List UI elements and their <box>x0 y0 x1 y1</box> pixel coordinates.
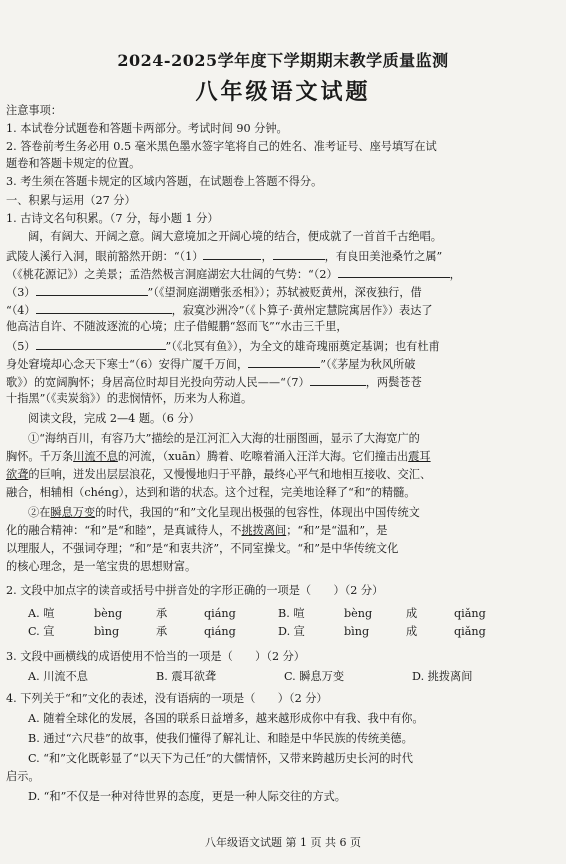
section-1-heading: 一、积累与运用（27 分） <box>6 194 136 207</box>
q4-option-a: A. 随着全球化的发展，各国的联系日益增多，越来越形成你中有我、我中有你。 <box>28 712 424 725</box>
exam-subject-title: 八年级语文试题 <box>195 79 371 105</box>
q1-line: 十指黑”（《卖炭翁》）的悲悯情怀，历来为人称道。 <box>6 392 253 405</box>
q1-line: 武陵人溪行入洞，眼前豁然开朗：“（1） ， ，有良田美池桑竹之属” <box>6 250 443 263</box>
reading-heading: 阅读文段，完成 2—4 题。（6 分） <box>28 412 200 425</box>
underlined-idiom: 瞬息万变 <box>50 506 96 519</box>
passage-line: 欲聋的巨响，迸发出层层浪花，又慢慢地归于平静，最终心平气和地相互接收、交汇、 <box>6 468 432 481</box>
q2-option-a: A. 喧 <box>28 607 55 620</box>
underlined-idiom: 震耳 <box>408 450 431 463</box>
notes-item-2: 2. 答卷前考生务必用 0.5 毫米黑色墨水签字笔将自己的姓名、准考证号、座号填写在试 <box>6 140 437 153</box>
question-3-stem: 3. 文段中画横线的成语使用不恰当的一项是（ ）（2 分） <box>6 650 305 663</box>
q2-option-d: D. 宣 <box>278 625 305 638</box>
notes-item-1: 1. 本试卷分试题卷和答题卡两部分。考试时间 90 分钟。 <box>6 122 288 135</box>
underlined-idiom: 欲聋 <box>6 468 29 481</box>
exam-series-title: 2024-2025学年度下学期期末教学质量监测 <box>117 51 449 70</box>
q1-line: （5） ”（《北冥有鱼》），为全文的雄奇瑰丽奠定基调；也有杜甫 <box>6 340 440 353</box>
notes-heading: 注意事项： <box>6 104 62 117</box>
q1-line: （《桃花源记》）之美景；孟浩然极言洞庭湖宏大壮阔的气势：“（2） ， <box>6 268 461 281</box>
passage-line: ②在瞬息万变的时代，我国的“和”文化呈现出极强的包容性，体现出中国传统文 <box>28 506 420 519</box>
q1-line: 阔，有阔大、开阔之意。阔大意境加之开阔心境的结合，便成就了一首首千古绝唱。 <box>28 230 442 243</box>
q4-option-d: D. “和”不仅是一种对待世界的态度，更是一种人际交往的方式。 <box>28 790 346 803</box>
passage-line: 胸怀。千万条川流不息的河流，（xuān）腾着、吃嚓着涌入汪洋大海。它们撞击出震耳 <box>6 450 431 463</box>
page-footer: 八年级语文试题 第 1 页 共 6 页 <box>205 836 361 849</box>
q1-line: “（4） ，寂寞沙洲冷”（《卜算子·黄州定慧院寓居作》）表达了 <box>6 304 433 317</box>
question-1-heading: 1. 古诗文名句积累。（7 分，每小题 1 分） <box>6 212 219 225</box>
q2-option-c: C. 宣 <box>28 625 55 638</box>
notes-item-3: 3. 考生须在答题卡规定的区域内答题，在试题卷上答题不得分。 <box>6 175 323 188</box>
q4-option-b: B. 通过“六尺巷”的故事，使我们懂得了解礼让、和睦是中华民族的传统美德。 <box>28 732 413 745</box>
q1-line: 他高洁自许、不随波逐流的心境；庄子借鲲鹏“怒而飞”“水击三千里， <box>6 320 348 333</box>
question-2-options: A. 喧 bèng 承 qiáng B. 喧 bèng 成 qiǎng C. 宣 bìng 承 qiáng D. 宣 bìng 成 qiǎng <box>28 604 486 640</box>
q3-option-a: A. 川流不息 <box>28 670 88 683</box>
question-2-stem: 2. 文段中加点字的读音或括号中拼音处的字形正确的一项是（ ）（2 分） <box>6 584 384 597</box>
passage-line: ①“海纳百川，有容乃大”描绘的是江河汇入大海的壮丽图画，显示了大海宽广的 <box>28 432 420 445</box>
passage-line: 的核心理念，是一笔宝贵的思想财富。 <box>6 560 197 573</box>
q3-option-b: B. 震耳欲聋 <box>156 670 217 683</box>
q1-line: 身处窘境却心念天下寒士“（6）安得广厦千万间， ”（《茅屋为秋风所破 <box>6 358 416 371</box>
underlined-idiom: 挑拨离间 <box>241 524 287 537</box>
q3-option-d: D. 挑拨离间 <box>412 670 473 683</box>
q4-option-c: C. “和”文化既彰显了“以天下为己任”的大儒情怀，又带来跨越历史长河的时代 <box>28 752 413 765</box>
q1-line: （3） ”（《望洞庭湖赠张丞相》）；苏轼被贬黄州，深夜独行，借 <box>6 286 422 299</box>
q3-option-c: C. 瞬息万变 <box>284 670 345 683</box>
passage-line: 以理服人，不强词夺理；“和”是“和衷共济”，不同室操戈。“和”是中华传统文化 <box>6 542 399 555</box>
notes-item-2-cont: 题卷和答题卡规定的位置。 <box>6 157 141 170</box>
q1-line: 歌》）的宽阔胸怀；身居高位时却目光投向劳动人民——“（7） ，两鬓苍苍 <box>6 376 422 389</box>
question-4-stem: 4. 下列关于“和”文化的表述，没有语病的一项是（ ）（2 分） <box>6 692 328 705</box>
passage-line: 化的融合精神：“和”是“和睦”，是真诚待人，不挑拨离间；“和”是“温和”，是 <box>6 524 388 537</box>
question-3-options <box>28 670 472 684</box>
q2-option-b: B. 喧 <box>278 607 305 620</box>
q4-option-c-cont: 启示。 <box>6 770 40 783</box>
underlined-idiom: 川流不息 <box>73 450 118 463</box>
passage-line: 融合，相辅相（chéng），达到和谐的状态。这个过程，完美地诠释了“和”的精髓。 <box>6 486 416 499</box>
